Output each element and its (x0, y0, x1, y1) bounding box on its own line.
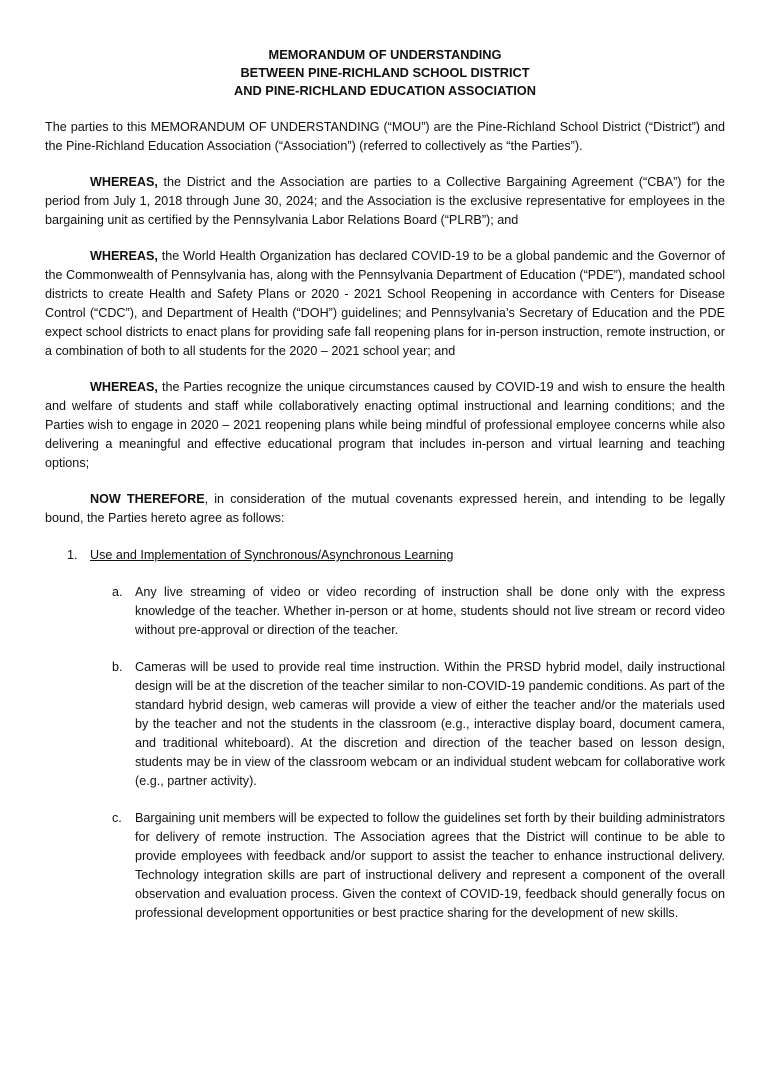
whereas-paragraph-2 (45, 247, 725, 361)
now-therefore-text: , in consideration of the mutual covenants expressed herein, and intending to be legally bound, the Parties hereto agree as follows: (45, 492, 726, 525)
list-item-letter: b. (112, 660, 123, 674)
list-item-text: Cameras will be used to provide real time instruction. Within the PRSD hybrid model, daily instructional design will be at the discretion of the teacher similar to non-COVID-19 pandemic conditions. As part of the standard hybrid design, web cameras will provide a view of either the teacher and/or the materials used by the teacher and not the students in the classroom (e.g., interactive display board, document camera, and traditional whiteboard). At the discretion and direction of the teacher based on lesson design, students may be in view of the classroom webcam or an individual student webcam for collaborative work (e.g., partner activity). (135, 660, 725, 788)
whereas-keyword: WHEREAS, (90, 175, 158, 189)
list-item-text: Bargaining unit members will be expected to follow the guidelines set forth by their building administrators for delivery of remote instruction. The Association agrees that the District will continue to be able to provide employees with feedback and/or support to assist the teacher to enhance instructional delivery. Technology integration skills are part of instructional delivery and represent a component of the overall observation and evaluation process. Given the context of COVID-19, feedback should generally focus on professional development opportunities or best practice sharing for the development of new skills. (135, 811, 725, 920)
now-therefore-keyword: NOW THEREFORE (90, 492, 205, 506)
list-item-c (45, 809, 725, 923)
whereas-paragraph-1 (45, 173, 725, 230)
section-1-heading (45, 546, 725, 565)
section-1-title: Use and Implementation of Synchronous/Asynchronous Learning (90, 548, 454, 562)
title-line-2: BETWEEN PINE-RICHLAND SCHOOL DISTRICT (240, 65, 530, 80)
whereas-keyword: WHEREAS, (90, 249, 158, 263)
document-title (45, 46, 725, 100)
list-item-b (45, 658, 725, 791)
title-line-3: AND PINE-RICHLAND EDUCATION ASSOCIATION (234, 83, 536, 98)
now-therefore-paragraph (45, 490, 725, 528)
list-item-letter: a. (112, 585, 123, 599)
whereas-text: the World Health Organization has declared COVID-19 to be a global pandemic and the Governor of the Commonwealth of Pennsylvania has, along with the Pennsylvania Department of Education (“PDE”), mandated school districts to create Health and Safety Plans or 2020 - 2021 School Reopening in accordance with Centers for Disease Control (“CDC”), and Department of Health (“DOH”) guidelines; and Pennsylvania’s Secretary of Education and the PDE expect school districts to enact plans for providing safe fall reopening plans for in-person instruction, remote instruction, or a combination of both to all students for the 2020 – 2021 school year; and (45, 249, 725, 358)
whereas-keyword: WHEREAS, (90, 380, 158, 394)
list-item-letter: c. (112, 811, 122, 825)
list-item-a (45, 583, 725, 640)
whereas-paragraph-3 (45, 378, 725, 473)
document-page (0, 46, 770, 1070)
intro-paragraph: The parties to this MEMORANDUM OF UNDERSTANDING (“MOU”) are the Pine-Richland School District (“District”) and the Pine-Richland Education Association (“Association”) (referred to collectively as “the Parties”). (45, 120, 725, 153)
title-line-1: MEMORANDUM OF UNDERSTANDING (268, 47, 502, 62)
list-item-text: Any live streaming of video or video recording of instruction shall be done only with the express knowledge of the teacher. Whether in-person or at home, students should not live stream or record video without pre-approval or direction of the teacher. (135, 585, 725, 637)
whereas-text: the Parties recognize the unique circumstances caused by COVID-19 and wish to ensure the health and welfare of students and staff while collaboratively enacting optimal instructional and learning conditions; and the Parties wish to engage in 2020 – 2021 reopening plans while being mindful of professional employee concerns while also delivering a meaningful and effective educational program that includes in-person and virtual learning and teaching options; (45, 380, 725, 470)
section-1-number: 1. (67, 548, 78, 562)
whereas-text: the District and the Association are parties to a Collective Bargaining Agreement (“CBA”) for the period from July 1, 2018 through June 30, 2024; and the Association is the exclusive representative for employees in the bargaining unit as certified by the Pennsylvania Labor Relations Board (“PLRB”); and (45, 175, 725, 227)
